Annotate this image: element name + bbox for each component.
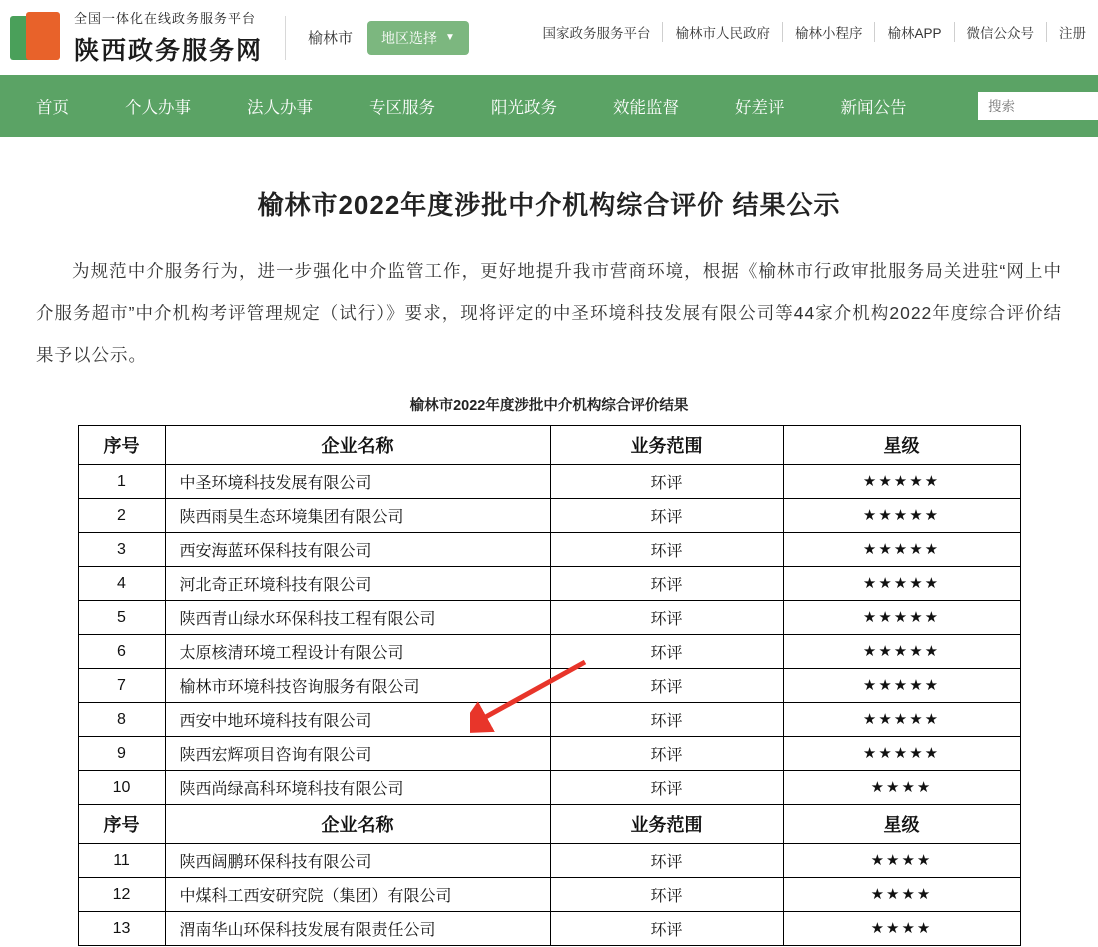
search-input[interactable] — [978, 92, 1098, 120]
nav-item-zone[interactable]: 专区服务 — [369, 99, 435, 117]
column-header-name: 企业名称 — [165, 805, 550, 844]
column-header-scope: 业务范围 — [550, 426, 783, 465]
cell-company-name: 陕西阔鹏环保科技有限公司 — [165, 844, 550, 878]
cell-star-rating: ★★★★ — [783, 844, 1020, 878]
table-row — [78, 601, 1020, 635]
cell-star-rating: ★★★★★ — [783, 669, 1020, 703]
nav-item-legal[interactable]: 法人办事 — [247, 99, 313, 117]
cell-business-scope: 环评 — [550, 912, 783, 946]
table-row — [78, 912, 1020, 946]
header-link-3[interactable]: 榆林APP — [875, 22, 954, 42]
table-row — [78, 737, 1020, 771]
cell-company-name: 中圣环境科技发展有限公司 — [165, 465, 550, 499]
cell-company-name: 陕西青山绿水环保科技工程有限公司 — [165, 601, 550, 635]
table-row — [78, 635, 1020, 669]
cell-index: 6 — [78, 635, 165, 669]
cell-star-rating: ★★★★★ — [783, 703, 1020, 737]
column-header-index: 序号 — [78, 426, 165, 465]
table-row — [78, 878, 1020, 912]
logo-icon — [10, 12, 62, 64]
table-row — [78, 771, 1020, 805]
cell-star-rating: ★★★★★ — [783, 533, 1020, 567]
cell-business-scope: 环评 — [550, 601, 783, 635]
cell-index: 7 — [78, 669, 165, 703]
nav-item-supervision[interactable]: 效能监督 — [613, 99, 679, 117]
cell-company-name: 太原核清环境工程设计有限公司 — [165, 635, 550, 669]
cell-index: 10 — [78, 771, 165, 805]
table-row — [78, 844, 1020, 878]
page-title: 榆林市2022年度涉批中介机构综合评价 结果公示 — [257, 190, 841, 220]
cell-business-scope: 环评 — [550, 878, 783, 912]
nav-item-news[interactable]: 新闻公告 — [840, 99, 907, 117]
cell-star-rating: ★★★★ — [783, 878, 1020, 912]
column-header-scope: 业务范围 — [550, 805, 783, 844]
document-paragraph — [30, 250, 1068, 376]
cell-company-name: 中煤科工西安研究院（集团）有限公司 — [165, 878, 550, 912]
table-row — [78, 465, 1020, 499]
cell-company-name: 渭南华山环保科技发展有限责任公司 — [165, 912, 550, 946]
column-header-stars: 星级 — [783, 805, 1020, 844]
nav-item-review[interactable]: 好差评 — [735, 99, 785, 117]
cell-index: 4 — [78, 567, 165, 601]
cell-index: 1 — [78, 465, 165, 499]
header-links — [530, 22, 1098, 42]
region-select-label: 地区选择 — [381, 29, 438, 46]
header-link-4[interactable]: 微信公众号 — [955, 22, 1048, 42]
cell-company-name: 陕西雨昊生态环境集团有限公司 — [165, 499, 550, 533]
cell-business-scope: 环评 — [550, 465, 783, 499]
cell-star-rating: ★★★★★ — [783, 567, 1020, 601]
table-caption: 榆林市2022年度涉批中介机构综合评价结果 — [409, 398, 689, 414]
cell-business-scope: 环评 — [550, 844, 783, 878]
header-link-1[interactable]: 榆林市人民政府 — [663, 22, 783, 42]
cell-business-scope: 环评 — [550, 703, 783, 737]
logo-subtitle: 全国一体化在线政务服务平台 — [74, 11, 257, 26]
cell-star-rating: ★★★★★ — [783, 499, 1020, 533]
table-row — [78, 703, 1020, 737]
cell-index: 13 — [78, 912, 165, 946]
cell-star-rating: ★★★★★ — [783, 635, 1020, 669]
cell-company-name: 榆林市环境科技咨询服务有限公司 — [165, 669, 550, 703]
cell-index: 5 — [78, 601, 165, 635]
current-city-label: 榆林市 — [308, 30, 354, 47]
cell-business-scope: 环评 — [550, 737, 783, 771]
cell-business-scope: 环评 — [550, 771, 783, 805]
table-row — [78, 533, 1020, 567]
cell-index: 3 — [78, 533, 165, 567]
main-navigation — [0, 75, 1098, 137]
cell-star-rating: ★★★★★ — [783, 737, 1020, 771]
column-header-index: 序号 — [78, 805, 165, 844]
site-header — [0, 0, 1098, 75]
cell-business-scope: 环评 — [550, 669, 783, 703]
cell-star-rating: ★★★★★ — [783, 601, 1020, 635]
cell-business-scope: 环评 — [550, 567, 783, 601]
document-body — [0, 137, 1098, 946]
table-row — [78, 669, 1020, 703]
cell-company-name: 西安海蓝环保科技有限公司 — [165, 533, 550, 567]
header-divider — [285, 16, 286, 60]
cell-index: 2 — [78, 499, 165, 533]
cell-index: 9 — [78, 737, 165, 771]
header-link-0[interactable]: 国家政务服务平台 — [530, 22, 663, 42]
cell-business-scope: 环评 — [550, 635, 783, 669]
region-select-button[interactable] — [367, 21, 469, 55]
nav-item-personal[interactable]: 个人办事 — [125, 99, 191, 117]
cell-index: 8 — [78, 703, 165, 737]
cell-index: 11 — [78, 844, 165, 878]
logo-title: 陕西政务服务网 — [74, 37, 264, 65]
cell-company-name: 陕西尚绿高科环境科技有限公司 — [165, 771, 550, 805]
cell-company-name: 西安中地环境科技有限公司 — [165, 703, 550, 737]
header-link-2[interactable]: 榆林小程序 — [783, 22, 876, 42]
table-header-row — [78, 426, 1020, 465]
paragraph-text: 为规范中介服务行为，进一步强化中介监管工作，更好地提升我市营商环境，根据《榆林市行政审批服务局关进驻“网上中介服务超市”中介机构考评管理规定（试行）》要求，现将评定的中圣环境科技发展有限公司等44家介机构2022年度综合评价结果予以公示。 — [36, 261, 1062, 365]
table-header-row — [78, 805, 1020, 844]
cell-business-scope: 环评 — [550, 499, 783, 533]
cell-business-scope: 环评 — [550, 533, 783, 567]
header-link-register[interactable]: 注册 — [1059, 26, 1086, 41]
cell-star-rating: ★★★★ — [783, 771, 1020, 805]
column-header-name: 企业名称 — [165, 426, 550, 465]
cell-index: 12 — [78, 878, 165, 912]
nav-item-home[interactable]: 首页 — [36, 99, 69, 117]
table-row — [78, 567, 1020, 601]
cell-company-name: 陕西宏辉项目咨询有限公司 — [165, 737, 550, 771]
cell-star-rating: ★★★★★ — [783, 465, 1020, 499]
column-header-stars: 星级 — [783, 426, 1020, 465]
table-row — [78, 499, 1020, 533]
site-logo[interactable] — [0, 8, 263, 67]
results-table — [78, 425, 1021, 946]
nav-item-sunshine[interactable]: 阳光政务 — [491, 99, 557, 117]
chevron-down-icon: ▼ — [445, 32, 455, 43]
cell-company-name: 河北奇正环境科技有限公司 — [165, 567, 550, 601]
cell-star-rating: ★★★★ — [783, 912, 1020, 946]
